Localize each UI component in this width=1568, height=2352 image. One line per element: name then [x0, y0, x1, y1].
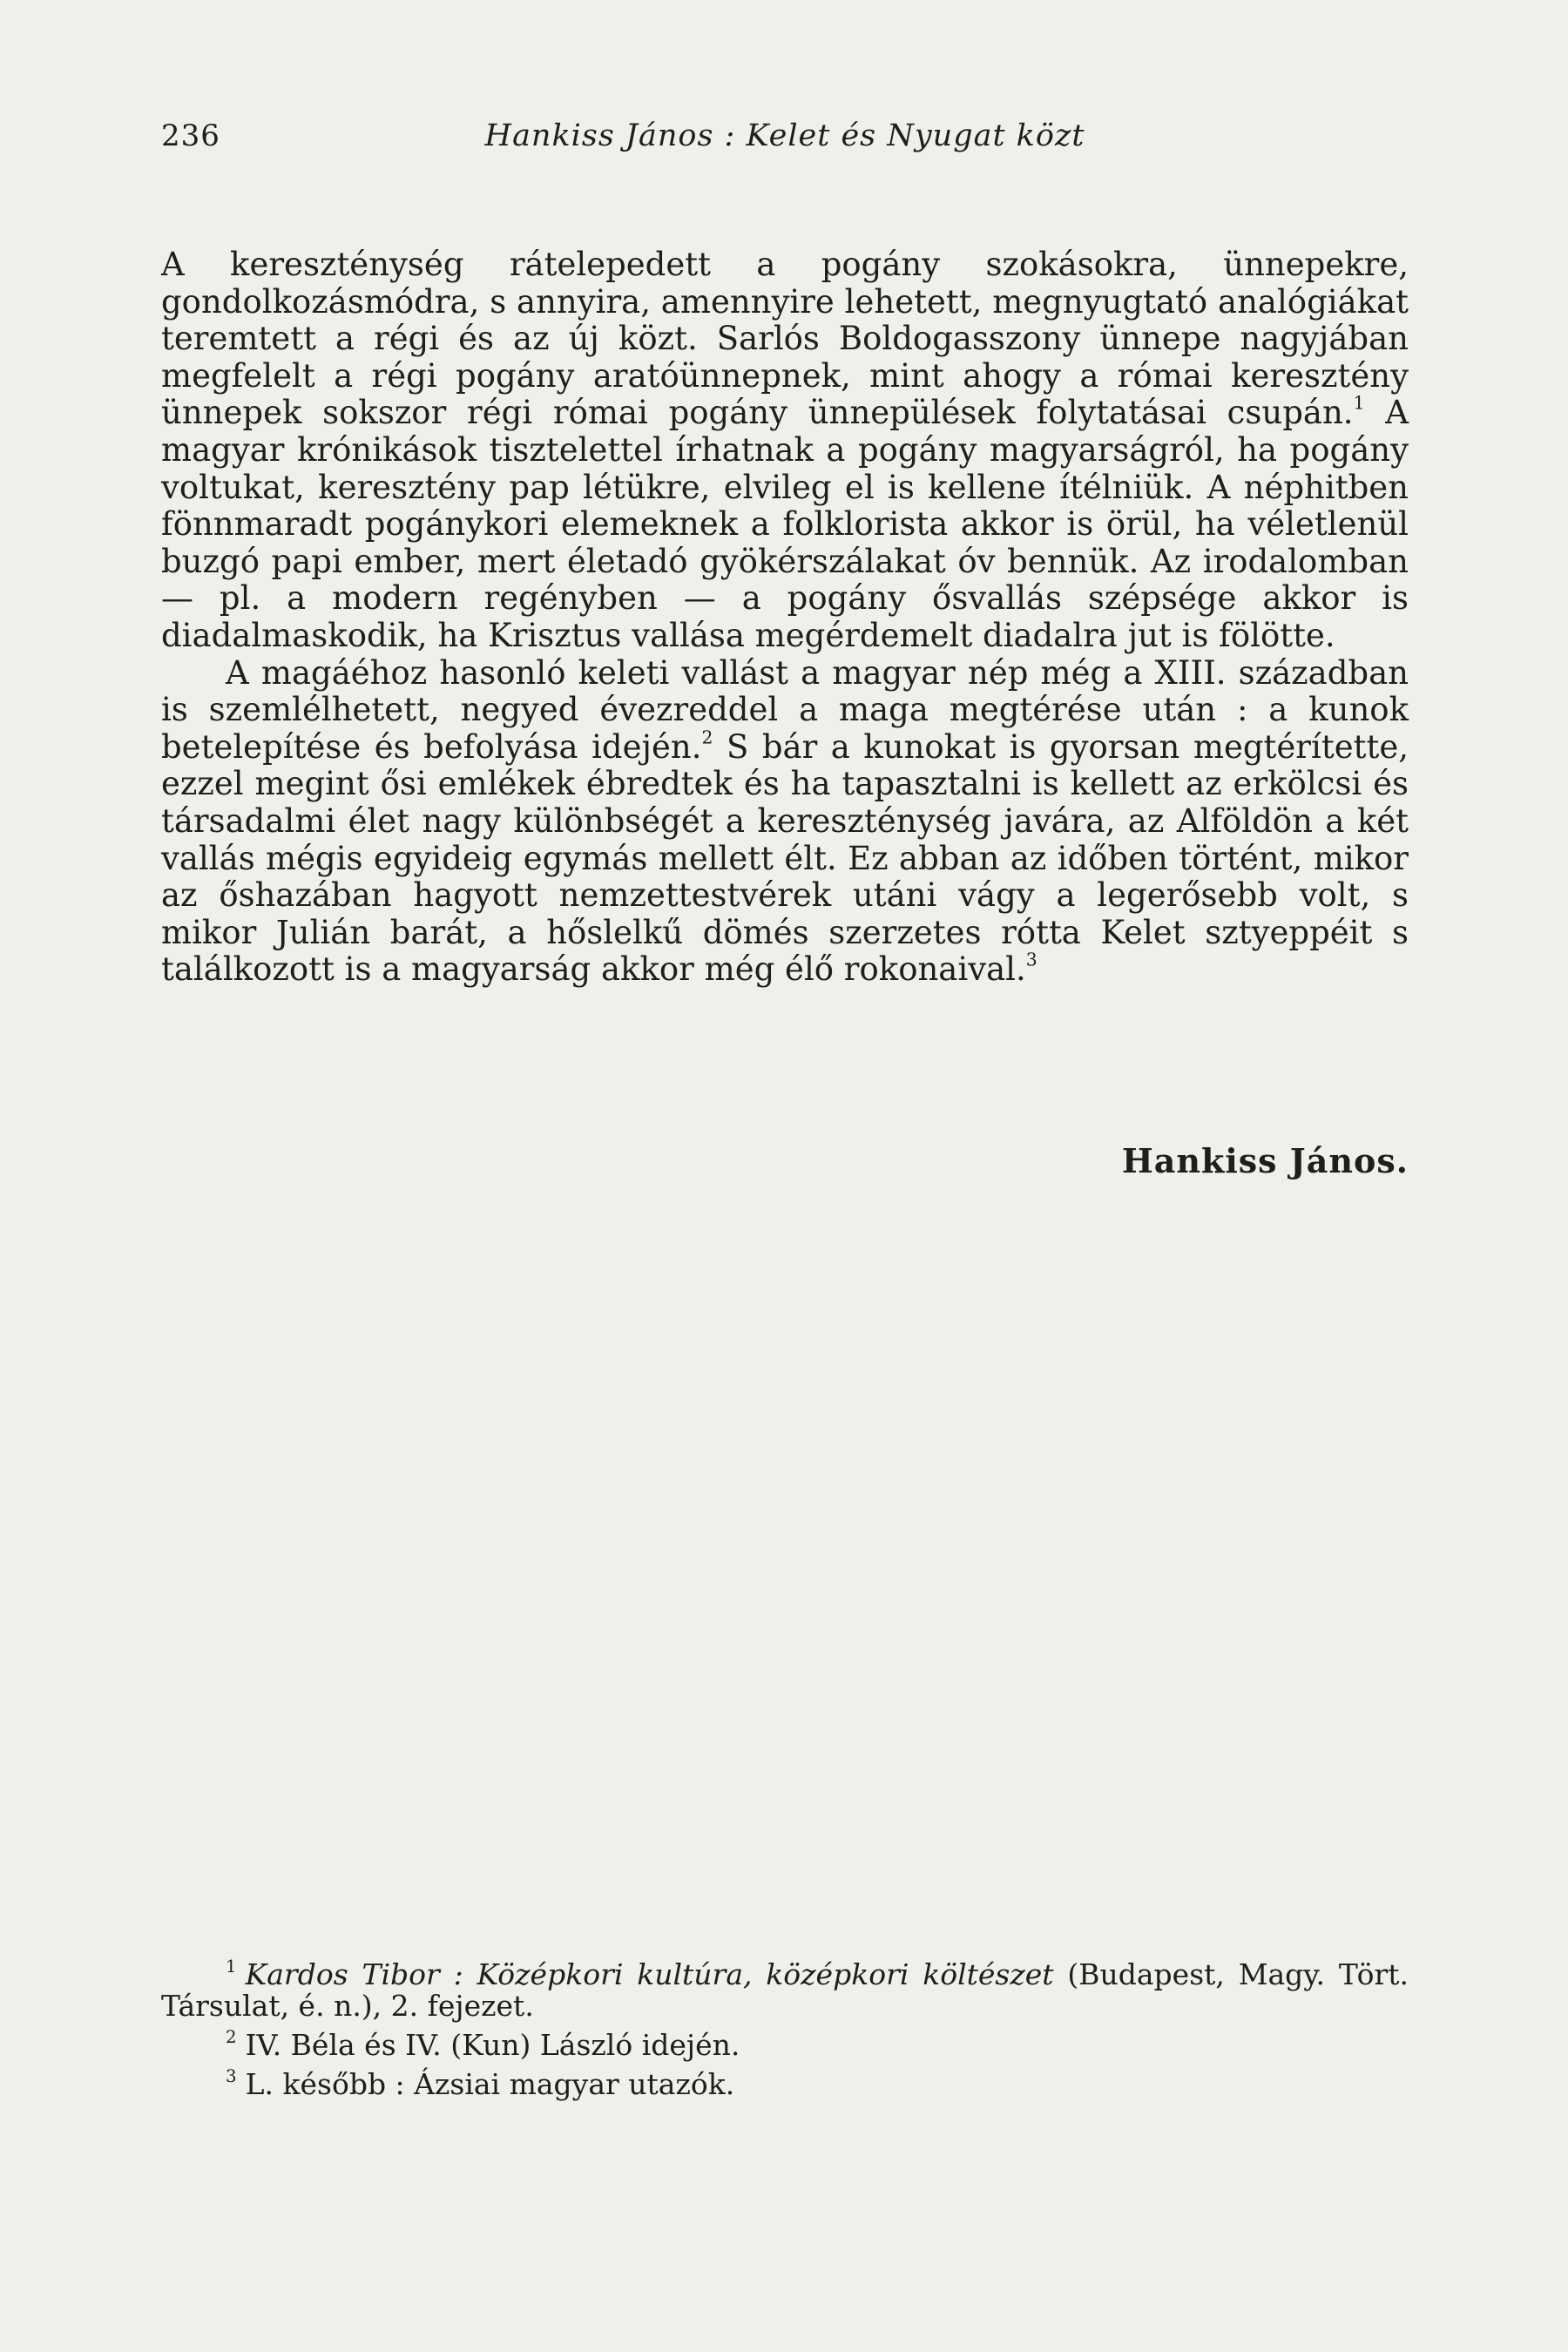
paragraph-2-part-b: S bár a kunokat is gyorsan megtérítette, ezzel megint ősi emlékek ébredtek és ha tapasztalni is kellett az erkölcsi és társadalmi élet nagy különbségét a kereszténység javára, az Alföldön a két vallás mégis egyideig egymás mellett élt. Ez abban az időben történt, mikor az őshazában hagyott nemzettestvérek utáni vágy a legerősebb volt, s mikor Julián barát, a hőslelkű dömés szerzetes rótta Kelet sztyeppéit s találkozott is a magyarság akkor még élő rokonaival.: [161, 727, 1409, 989]
footnote-3-text: L. később : Ázsiai magyar utazók.: [245, 2066, 735, 2101]
running-title: Hankiss János : Kelet és Nyugat közt: [484, 118, 1085, 153]
footnote-2: [161, 2022, 1409, 2061]
footnote-3: [161, 2061, 1409, 2100]
author-signature: Hankiss János.: [1121, 1141, 1409, 1180]
paragraph-2: [161, 655, 1409, 989]
paragraph-1-part-b: A magyar krónikások tisztelettel írhatnak a pogány magyarságról, ha pogány voltukat, keresztény pap létükre, elvileg el is kellene ítélniük. A néphitben fönnmaradt pogánykori elemeknek a folklorista akkor is örül, ha véletlenül buzgó papi ember, mert életadó gyökérszálakat óv bennük. Az irodalomban — pl. a modern regényben — a pogány ősvallás szépsége akkor is diadalmaskodik, ha Krisztus vallása megérdemelt diadalra jut is fölötte.: [161, 394, 1409, 654]
footnote-3-mark: 3: [226, 2065, 237, 2086]
footnote-1: [161, 1951, 1409, 2022]
paragraph-1-part-a: A kereszténység rátelepedett a pogány szokásokra, ünnepekre, gondolkozásmódra, s annyira, amennyire lehetett, megnyugtató analógiákat teremtett a régi és az új közt. Sarlós Boldogasszony ünnepe nagyjában megfelelt a régi pogány aratóünnepnek, mint ahogy a római keresztény ünnepek sokszor régi római pogány ünnepülések folytatásai csupán.: [161, 246, 1409, 432]
paragraph-1: [161, 247, 1409, 655]
footnote-ref-3: 3: [1025, 950, 1037, 971]
footnotes: [161, 1951, 1409, 2100]
footnote-1-mark: 1: [226, 1957, 237, 1977]
footnote-ref-1: 1: [1353, 393, 1365, 415]
footnote-1-citation: Kardos Tibor : Középkori kultúra, középkori költészet: [245, 1957, 1054, 1991]
page-header: [161, 118, 1409, 162]
footnote-1-text: (Budapest, Magy. Tört. Társulat, é. n.), 2. fejezet.: [161, 1957, 1409, 2023]
main-text: [161, 247, 1409, 989]
footnote-ref-2: 2: [701, 727, 713, 748]
paragraph-2-part-a: A magáéhoz hasonló keleti vallást a magyar nép még a XIII. században is szemlélhetett, negyed évezreddel a maga megtérése után : a kunok betelepítése és befolyása idején.: [161, 653, 1409, 766]
footnote-2-text: IV. Béla és IV. (Kun) László idején.: [245, 2027, 740, 2062]
footnote-2-mark: 2: [226, 2026, 237, 2047]
page-number: 236: [161, 118, 220, 153]
